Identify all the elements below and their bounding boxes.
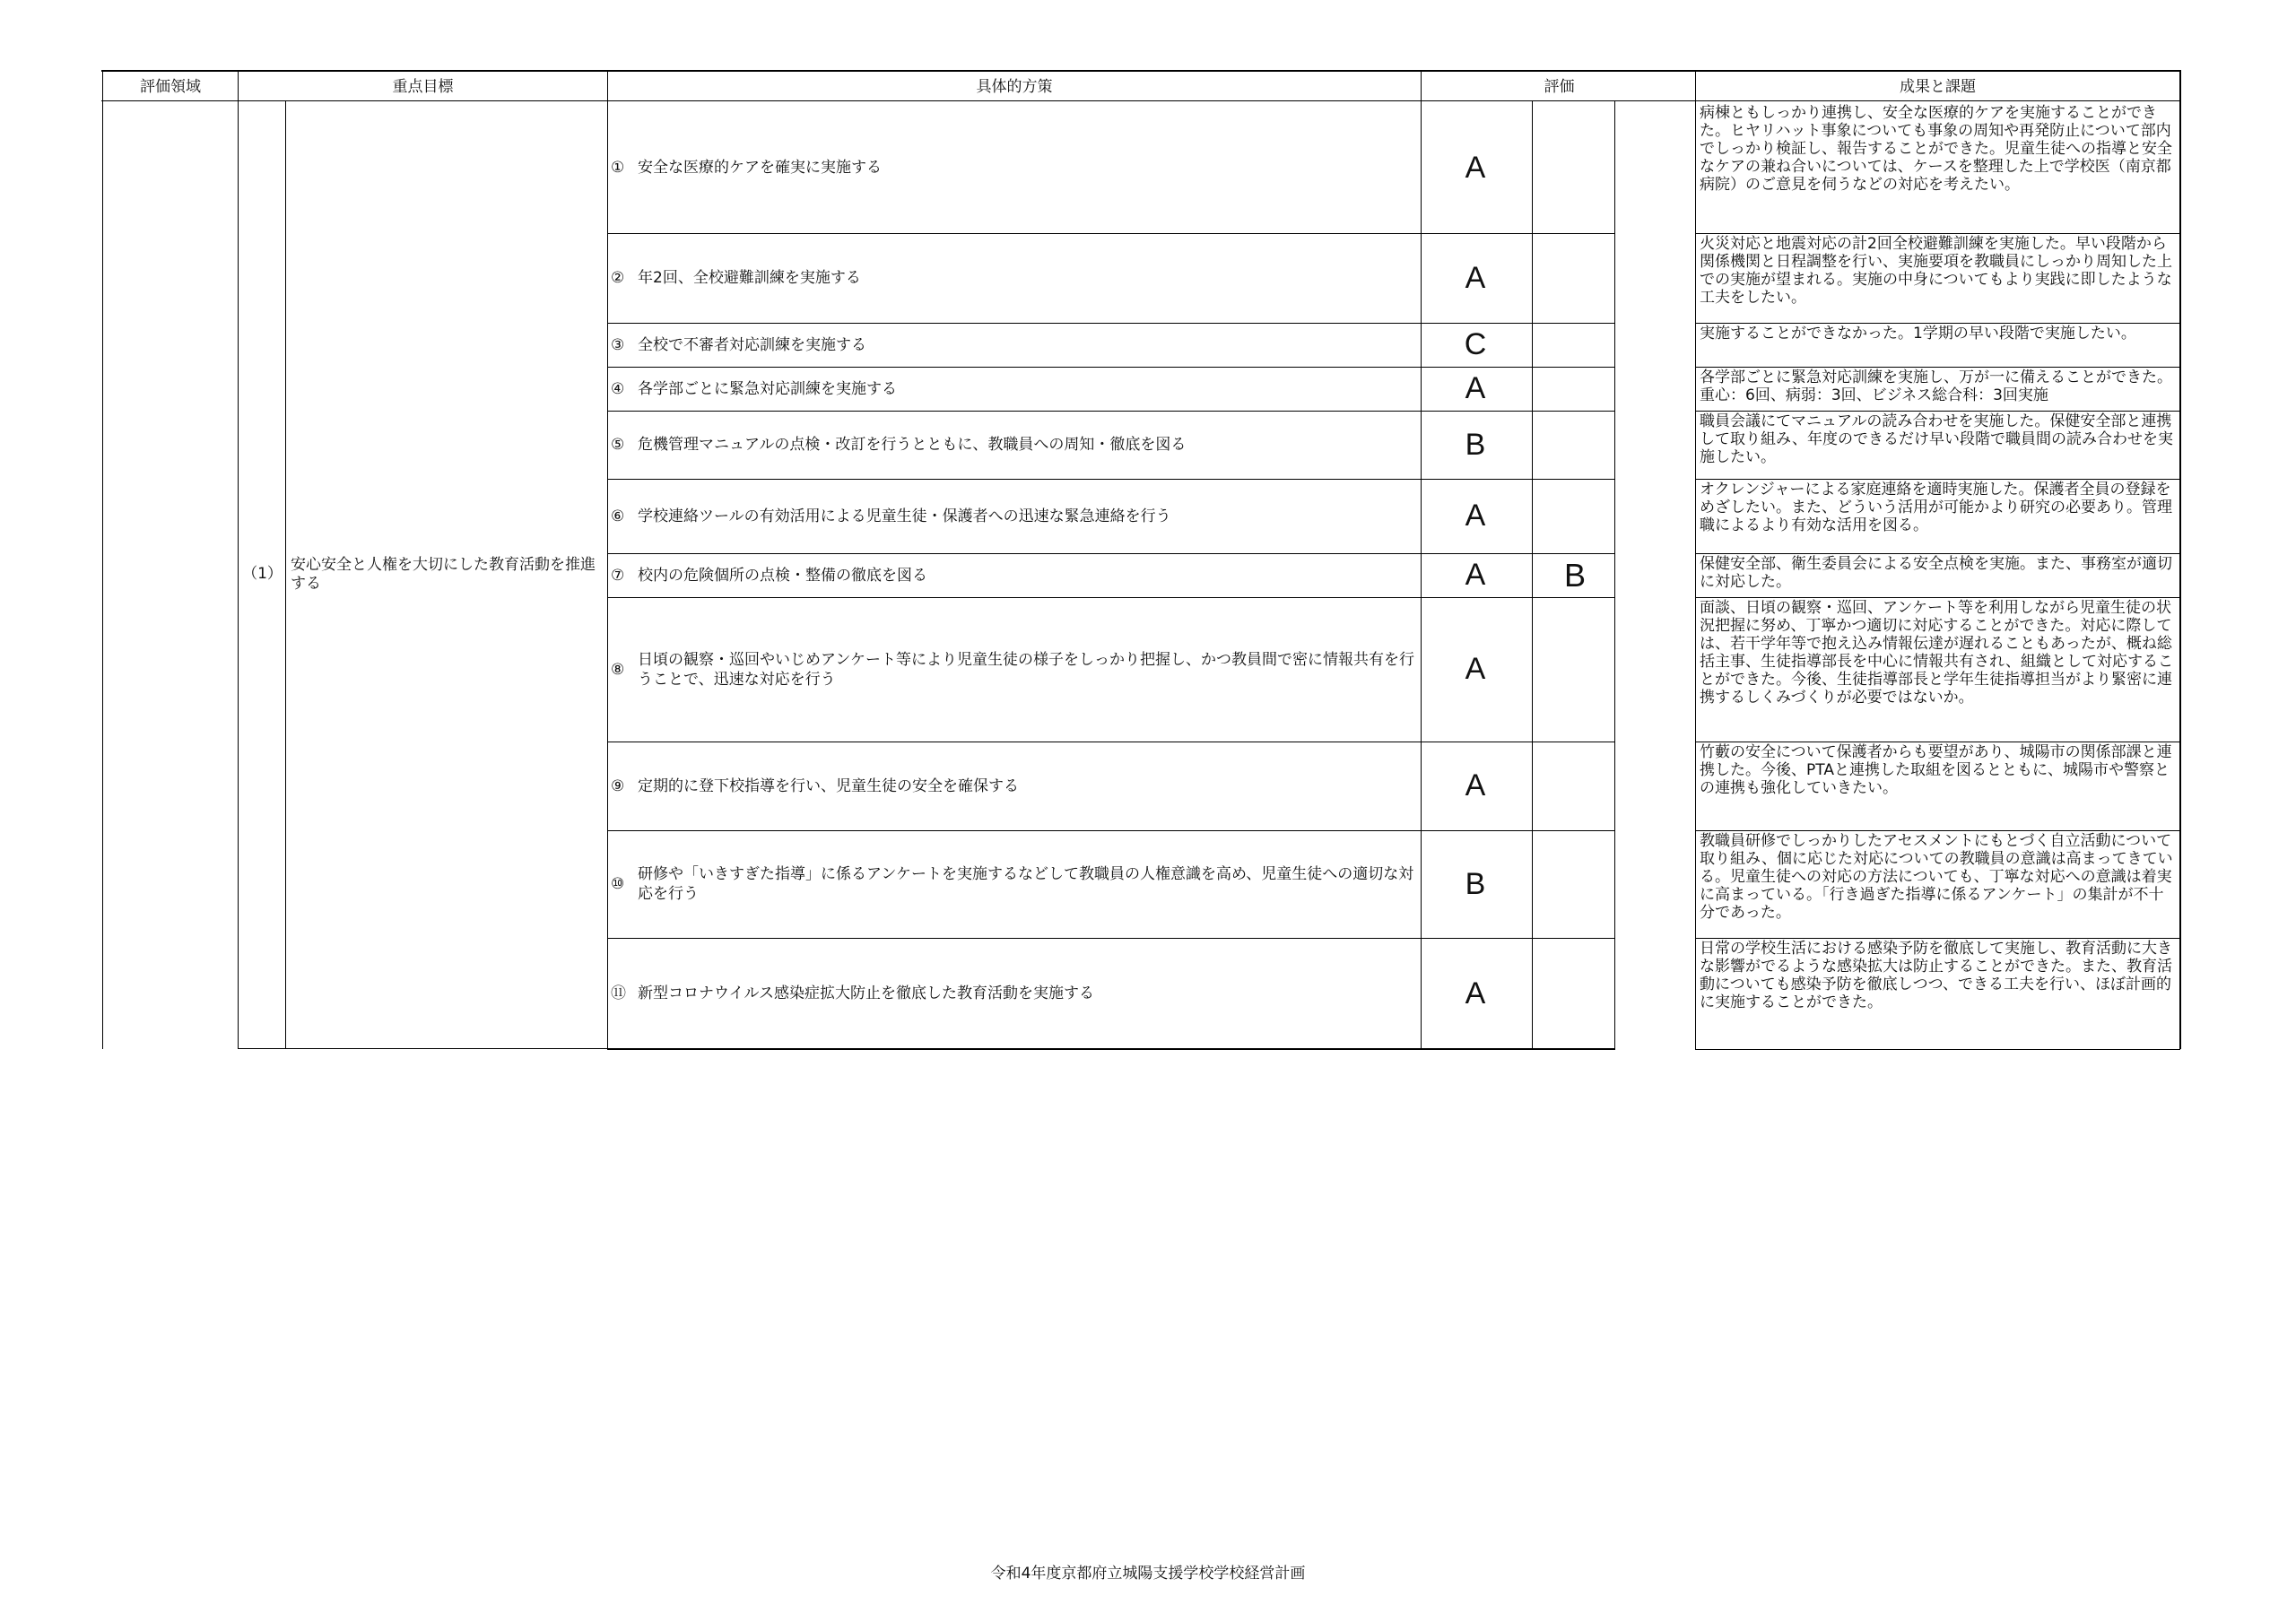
- page-footer: 令和4年度京都府立城陽支援学校学校経営計画: [990, 1565, 1306, 1583]
- measure-cell: [611, 102, 1418, 233]
- result-cell: 面談、日頃の観察・巡回、アンケート等を利用しながら児童生徒の状況把握に努め、丁寧かつ適切に対応することができた。対応に際しては、若干学年等で抱え込み情報伝達が遅れることもあったが、概ね総括主事、生徒指導部長を中心に情報共有され、組織として対応することができた。今後、生徒指導部長と学年生徒指導担当がより緊密に連携するしくみづくりが必要ではないか。: [1700, 599, 2174, 707]
- grade-cell: A: [1465, 371, 1486, 405]
- measure-number: ⑧: [611, 660, 625, 679]
- measure-cell: [611, 597, 1418, 742]
- measure-text: 全校で不審者対応訓練を実施する: [638, 335, 866, 354]
- result-cell: 職員会議にてマニュアルの読み合わせを実施した。保健安全部と連携して取り組み、年度のできるだけ早い段階で職員間の読み合わせを実施したい。: [1700, 412, 2174, 466]
- measure-number: ⑩: [611, 875, 625, 893]
- measure-cell: [611, 553, 1418, 597]
- measure-text: 各学部ごとに緊急対応訓練を実施する: [638, 379, 897, 398]
- measure-text: 校内の危険個所の点検・整備の徹底を図る: [638, 566, 927, 585]
- grade-cell: A: [1465, 976, 1486, 1010]
- overall-right-border: [1614, 100, 1615, 1049]
- goal-number-divider: [285, 100, 286, 1049]
- measure-cell: [611, 938, 1418, 1049]
- measure-cell: [611, 479, 1418, 553]
- measure-number: ④: [611, 379, 625, 398]
- header-results: 成果と課題: [1900, 78, 1976, 96]
- result-row-border: [1695, 1049, 2180, 1050]
- measure-row-border: [607, 1049, 1615, 1050]
- measure-cell: [611, 367, 1418, 411]
- header-goal: 重点目標: [392, 78, 454, 96]
- result-cell: 各学部ごとに緊急対応訓練を実施し、万が一に備えることができた。重心：6回、病弱：3回、ビジネス総合科：3回実施: [1700, 369, 2172, 404]
- measure-text: 研修や「いきすぎた指導」に係るアンケートを実施するなどして教職員の人権意識を高め、児童生徒への適切な対応を行う: [638, 865, 1414, 903]
- measure-left-border: [607, 70, 608, 1049]
- results-left-border: [1695, 70, 1696, 1049]
- measure-number: ①: [611, 159, 625, 177]
- measure-text: 日頃の観察・巡回やいじめアンケート等により児童生徒の様子をしっかり把握し、かつ教員間で密に情報共有を行うことで、迅速な対応を行う: [638, 650, 1414, 689]
- measure-number: ⑪: [611, 984, 626, 1002]
- measure-text: 安全な医療的ケアを確実に実施する: [638, 159, 882, 177]
- area-left-border: [102, 70, 103, 1049]
- measure-number: ⑦: [611, 566, 625, 585]
- result-cell: 保健安全部、衛生委員会による安全点検を実施。また、事務室が適切に対応した。: [1700, 555, 2172, 591]
- header-bottom-border: [101, 100, 2180, 101]
- measure-text: 新型コロナウイルス感染症拡大防止を徹底した教育活動を実施する: [638, 984, 1094, 1002]
- measure-cell: [611, 742, 1418, 830]
- measure-text: 年2回、全校避難訓練を実施する: [638, 269, 861, 287]
- result-cell: 火災対応と地震対応の計2回全校避難訓練を実施した。早い段階から関係機関と日程調整を行い、実施要項を教職員にしっかり周知した上での実施が望まれる。実施の中身についてもより実践に即したような工夫をしたい。: [1700, 235, 2172, 307]
- measure-number: ②: [611, 269, 625, 287]
- overall-grade: B: [1563, 557, 1586, 594]
- measure-number: ⑤: [611, 436, 625, 454]
- result-cell: 実施することができなかった。1学期の早い段階で実施したい。: [1700, 325, 2136, 343]
- result-cell: オクレンジャーによる家庭連絡を適時実施した。保護者全員の登録をめざしたい。また、どういう活用が可能かより研究の必要あり。管理職によるより有効な活用を図る。: [1700, 481, 2172, 534]
- measure-cell: [611, 411, 1418, 479]
- grade-cell: A: [1465, 260, 1486, 295]
- result-cell: 日常の学校生活における感染予防を徹底して実施し、教育活動に大きな影響がでるような感染拡大は防止することができた。また、教育活動についても感染予防を徹底しつつ、できる工夫を行い、ほぼ計画的に実施することができた。: [1700, 940, 2172, 1011]
- grade-cell: C: [1464, 327, 1487, 361]
- result-cell: 教職員研修でしっかりしたアセスメントにもとづく自立活動について取り組み、個に応じた対応についての教職員の意識は高まってきている。児童生徒への対応の方法についても、丁寧な対応への意識は着実に高まっている。「行き過ぎた指導に係るアンケート」の集計が不十分であった。: [1700, 832, 2173, 922]
- grade-cell: A: [1465, 558, 1486, 592]
- measure-text: 危機管理マニュアルの点検・改訂を行うとともに、教職員への周知・徹底を図る: [638, 436, 1187, 454]
- measure-number: ⑨: [611, 776, 625, 795]
- header-measures: 具体的方策: [976, 78, 1053, 96]
- grade-cell: A: [1465, 652, 1486, 686]
- grade-cell: A: [1465, 150, 1486, 185]
- grade-cell: B: [1465, 427, 1486, 462]
- result-cell: 竹藪の安全について保護者からも要望があり、城陽市の関係部課と連携した。今後、PTAと連携した取組を図るとともに、城陽市や警察との連携も強化していきたい。: [1700, 743, 2172, 797]
- measure-text: 定期的に登下校指導を行い、児童生徒の安全を確保する: [638, 776, 1019, 795]
- goal-left-border: [238, 70, 239, 1049]
- overall-left-border: [1532, 100, 1533, 1049]
- result-cell: 病棟ともしっかり連携し、安全な医療的ケアを実施することができた。ヒヤリハット事象についても事象の周知や再発防止について部内でしっかり検証し、報告することができた。児童生徒への指導と安全なケアの兼ね合いについては、ケースを整理した上で学校医（南京都病院）のご意見を伺うなどの対応を考えたい。: [1700, 104, 2172, 194]
- header-evaluation: 評価: [1544, 78, 1575, 96]
- grade-cell: B: [1465, 866, 1486, 901]
- measure-cell: [611, 323, 1418, 367]
- grade-cell: A: [1465, 499, 1486, 533]
- measure-number: ③: [611, 335, 625, 354]
- goal-number: （1）: [242, 565, 283, 583]
- goal-text: 安心安全と人権を大切にした教育活動を推進する: [291, 556, 596, 593]
- measure-cell: [611, 233, 1418, 323]
- measure-number: ⑥: [611, 507, 625, 525]
- grade-cell: A: [1465, 768, 1486, 802]
- measure-text: 学校連絡ツールの有効活用による児童生徒・保護者への迅速な緊急連絡を行う: [638, 507, 1171, 525]
- header-area: 評価領域: [140, 78, 201, 96]
- measure-cell: [611, 830, 1418, 938]
- table-right-border: [2179, 70, 2181, 1049]
